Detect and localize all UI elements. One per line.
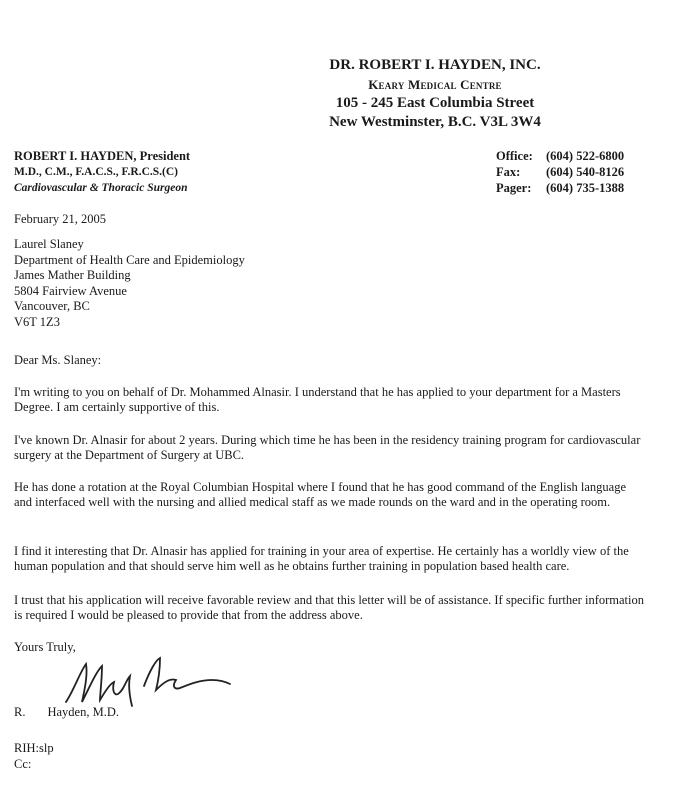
centre-name: Keary Medical Centre [368, 77, 502, 92]
pager-label: Pager: [496, 181, 532, 195]
sender-block [14, 148, 190, 196]
fax-number: (604) 540-8126 [546, 165, 625, 179]
city-address: New Westminster, B.C. V3L 3W4 [329, 114, 541, 130]
reference-initials: RIH:slp [14, 741, 54, 755]
office-row [496, 148, 624, 164]
closing: Yours Truly, [14, 640, 76, 654]
recipient-building: James Mather Building [14, 268, 131, 282]
sender-credentials: M.D., C.M., F.A.C.S., F.R.C.S.(C) [14, 166, 178, 178]
reference-block [14, 740, 54, 772]
paragraph: He has done a rotation at the Royal Columbian Hospital where I found that he has good command of the English language and interfaced well with the nursing and allied medical staff as we made rounds on the ward and in the operating room. [14, 480, 627, 509]
recipient-street: 5804 Fairview Avenue [14, 283, 127, 298]
pager-row [496, 180, 624, 196]
office-phone: (604) 522-6800 [546, 149, 625, 163]
contact-block [496, 148, 624, 196]
paragraph: I'm writing to you on behalf of Dr. Mohammed Alnasir. I understand that he has applied to your department for a Masters Degree. I am certainly supportive of this. [14, 385, 621, 414]
sender-name: ROBERT I. HAYDEN, President [14, 149, 191, 163]
office-label: Office: [496, 149, 533, 163]
fax-label: Fax: [496, 165, 521, 179]
letter-date: February 21, 2005 [14, 212, 106, 226]
fax-row [496, 164, 624, 180]
paragraph: I find it interesting that Dr. Alnasir has applied for training in your area of expertise. He certainly has a worldly view of the human population and that should serve him well as he obtains further training in population based health care. [14, 544, 629, 573]
sender-specialty: Cardiovascular & Thoracic Surgeon [14, 182, 188, 194]
recipient-name: Laurel Slaney [14, 237, 84, 251]
signer-initial: R. [14, 705, 26, 719]
paragraph: I've known Dr. Alnasir for about 2 years. During which time he has been in the residency training program for cardiovascular surgery at the Department of Surgery at UBC. [14, 433, 641, 462]
recipient-address [14, 237, 644, 330]
paragraph: I trust that his application will receive favorable review and that this letter will be of assistance. If specific further information is required I would be pleased to provide that from the address above. [14, 593, 644, 622]
letterhead [0, 56, 700, 132]
cc-line: Cc: [14, 757, 32, 771]
recipient-postal: V6T 1Z3 [14, 314, 60, 329]
signer-name [14, 705, 119, 720]
company-name: DR. ROBERT I. HAYDEN, INC. [329, 57, 541, 73]
recipient-department: Department of Health Care and Epidemiology [14, 252, 245, 267]
street-address: 105 - 245 East Columbia Street [335, 95, 535, 111]
recipient-city: Vancouver, BC [14, 299, 90, 313]
handwritten-signature [60, 650, 240, 710]
signer-surname: Hayden, M.D. [47, 705, 119, 719]
pager-number: (604) 735-1388 [546, 181, 625, 195]
salutation: Dear Ms. Slaney: [14, 353, 102, 367]
